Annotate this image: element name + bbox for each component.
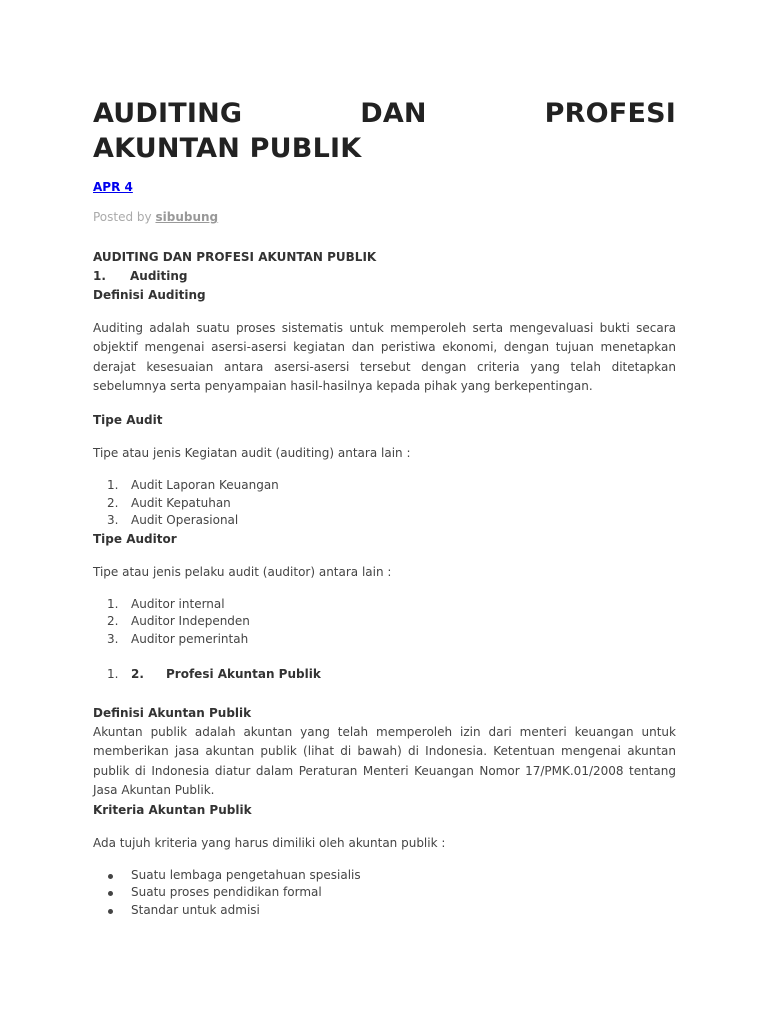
- post-date-link[interactable]: APR 4: [93, 180, 133, 194]
- page-title: [93, 96, 676, 166]
- list-marker: 1.: [107, 478, 119, 493]
- list-item-text: Audit Operasional: [131, 513, 239, 528]
- post-byline: [93, 210, 218, 224]
- list-item: [93, 477, 676, 495]
- list-marker: 3.: [107, 513, 119, 528]
- title-line-1: [93, 96, 676, 131]
- list-item: [93, 884, 676, 902]
- kriteria-heading: Kriteria Akuntan Publik: [93, 802, 252, 817]
- post-content: [93, 248, 676, 919]
- tipe-audit-intro: Tipe atau jenis Kegiatan audit (auditing) antara lain :: [93, 445, 411, 460]
- tipe-auditor-intro: Tipe atau jenis pelaku audit (auditor) antara lain :: [93, 564, 392, 579]
- bullet-icon: [108, 891, 113, 896]
- section-label: Profesi Akuntan Publik: [166, 667, 321, 682]
- tipe-auditor-list: [93, 596, 676, 649]
- definisi-auditing-text: Auditing adalah suatu proses sistematis untuk memperoleh serta mengevaluasi bukti secara objektif mengenai asersi-asersi kegiatan dan peristiwa ekonomi, dengan tujuan menetapkan derajat kesesuaian antara asersi-asersi tersebut dengan criteria yang telah ditetapkan sebelumnya serta penyampaian hasil-hasilnya kepada pihak yang berkepentingan.: [93, 321, 676, 394]
- list-item-text: Suatu lembaga pengetahuan spesialis: [131, 867, 361, 882]
- list-item-text: Audit Kepatuhan: [131, 495, 231, 510]
- list-item: [93, 631, 676, 649]
- list-item-text: Auditor pemerintah: [131, 631, 249, 646]
- posted-by-label: Posted by: [93, 210, 152, 224]
- definisi-auditing-heading: Definisi Auditing: [93, 288, 206, 302]
- section-label: Auditing: [130, 269, 188, 283]
- tipe-audit-heading: Tipe Audit: [93, 412, 163, 427]
- list-item: [93, 495, 676, 513]
- section-2-heading: [93, 666, 676, 684]
- title-word: PROFESI: [544, 98, 676, 129]
- list-item-text: Auditor Independen: [131, 614, 250, 629]
- definisi-akuntan-publik-text: Akuntan publik adalah akuntan yang telah memperoleh izin dari menteri keuangan untuk memberikan jasa akuntan publik (lihat di bawah) di Indonesia. Ketentuan mengenai akuntan publik di Indonesia diatur dalam Peraturan Menteri Keuangan Nomor 17/PMK.01/2008 tentang Jasa Akuntan Publik.: [93, 724, 676, 798]
- list-marker: 1.: [107, 667, 119, 682]
- section-1-heading: [93, 267, 676, 286]
- list-item: [93, 902, 676, 920]
- section-number: 2.: [131, 667, 144, 682]
- bullet-icon: [108, 874, 113, 879]
- list-item: [93, 596, 676, 614]
- section-2-list: [93, 666, 676, 684]
- list-item-text: Suatu proses pendidikan formal: [131, 885, 322, 900]
- section-number: 1.: [93, 269, 106, 283]
- title-word: DAN: [360, 98, 427, 129]
- kriteria-intro: Ada tujuh kriteria yang harus dimiliki oleh akuntan publik :: [93, 835, 446, 850]
- title-line-2: AKUNTAN PUBLIK: [93, 133, 362, 164]
- list-item: [93, 613, 676, 631]
- tipe-auditor-heading: Tipe Auditor: [93, 531, 177, 546]
- author-link[interactable]: sibubung: [155, 210, 219, 224]
- definisi-akuntan-publik-heading: Definisi Akuntan Publik: [93, 705, 252, 720]
- list-marker: 2.: [107, 614, 119, 629]
- tipe-audit-list: [93, 477, 676, 530]
- list-item-text: Standar untuk admisi: [131, 902, 260, 917]
- list-item-text: Audit Laporan Keuangan: [131, 478, 279, 493]
- list-marker: 3.: [107, 631, 119, 646]
- title-word: AUDITING: [93, 98, 243, 129]
- list-item: [93, 867, 676, 885]
- kriteria-list: [93, 867, 676, 920]
- list-marker: 1.: [107, 596, 119, 611]
- list-item-text: Auditor internal: [131, 596, 225, 611]
- list-item: [93, 512, 676, 530]
- main-heading: AUDITING DAN PROFESI AKUNTAN PUBLIK: [93, 250, 377, 264]
- list-marker: 2.: [107, 495, 119, 510]
- bullet-icon: [108, 909, 113, 914]
